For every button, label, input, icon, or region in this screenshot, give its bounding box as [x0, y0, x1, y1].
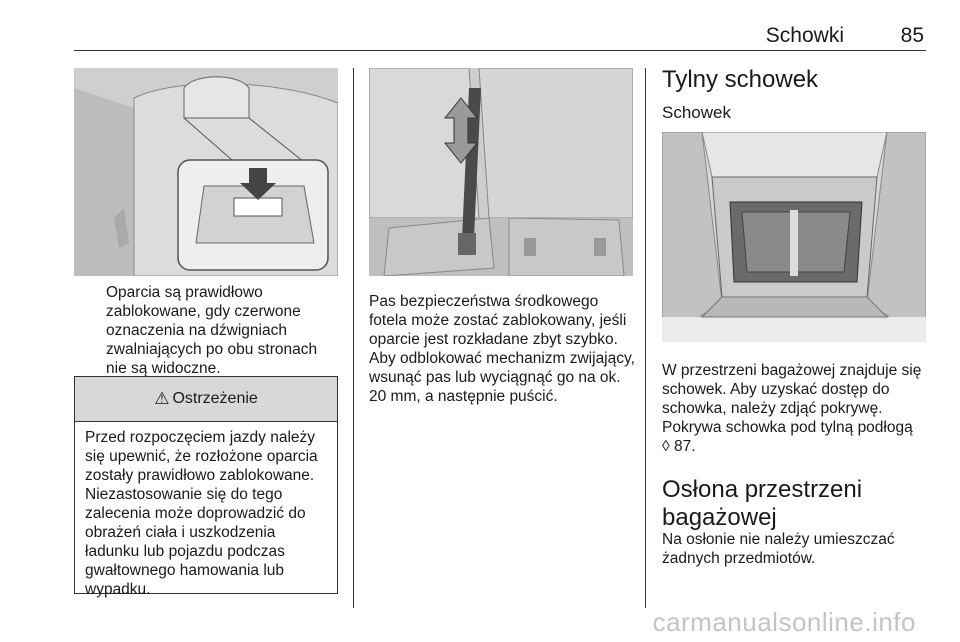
section-heading-rear-storage: Tylny schowek	[662, 66, 819, 93]
column-divider-1	[353, 68, 354, 608]
warning-header	[75, 377, 337, 422]
page-reference-icon: ◊	[662, 438, 670, 455]
running-header-title: Schowki	[765, 24, 844, 47]
cover-text: Pokrywa schowka pod tylną podłogą	[662, 419, 913, 436]
warning-triangle-icon: ⚠	[154, 389, 170, 408]
col3-para-luggage-cover: Na osłonie nie należy umieszczać żadnych przedmiotów.	[662, 531, 895, 567]
warning-title: Ostrzeżenie	[172, 390, 258, 407]
col2-caption: Pas bezpieczeństwa środkowego fotela może zostać zablokowany, jeśli oparcie jest rozkładane zbyt szybko. Aby odblokować mechanizm zwijający, wsunąć pas lub wyciągnąć go na ok. 20 mm, a następnie puścić.	[369, 293, 635, 405]
page-reference[interactable]: 87.	[673, 438, 696, 455]
warning-text: Przed rozpoczęciem jazdy należy się upewnić, że rozłożone oparcia zostały prawidłowo zablokowane. Niezastosowanie się do tego zalecenia może doprowadzić do obrażeń ciała i uszkodzenia ładunku lub pojazdu podczas gwałtownego hamowania lub wypadku.	[85, 429, 318, 598]
section-heading-luggage-cover: Osłona przestrzeni bagażowej	[662, 476, 863, 531]
col1-caption: Oparcia są prawidłowo zablokowane, gdy czerwone oznaczenia na dźwigniach zwalniających po obu stronach nie są widoczne.	[106, 284, 318, 377]
center-seatbelt-figure	[369, 68, 633, 276]
column-divider-2	[645, 68, 646, 608]
header-rule	[74, 50, 926, 51]
watermark: carmanualsonline.info	[652, 607, 916, 637]
warning-box	[74, 376, 338, 598]
trunk-storage-figure	[662, 132, 926, 342]
col3-para-cover	[662, 418, 932, 456]
seat-release-lever-figure	[74, 68, 338, 276]
page-number: 85	[900, 24, 924, 47]
subheading-storage: Schowek	[662, 103, 731, 122]
col3-para-storage: W przestrzeni bagażowej znajduje się schowek. Aby uzyskać dostęp do schowka, należy zdjąć pokrywę.	[662, 362, 922, 417]
